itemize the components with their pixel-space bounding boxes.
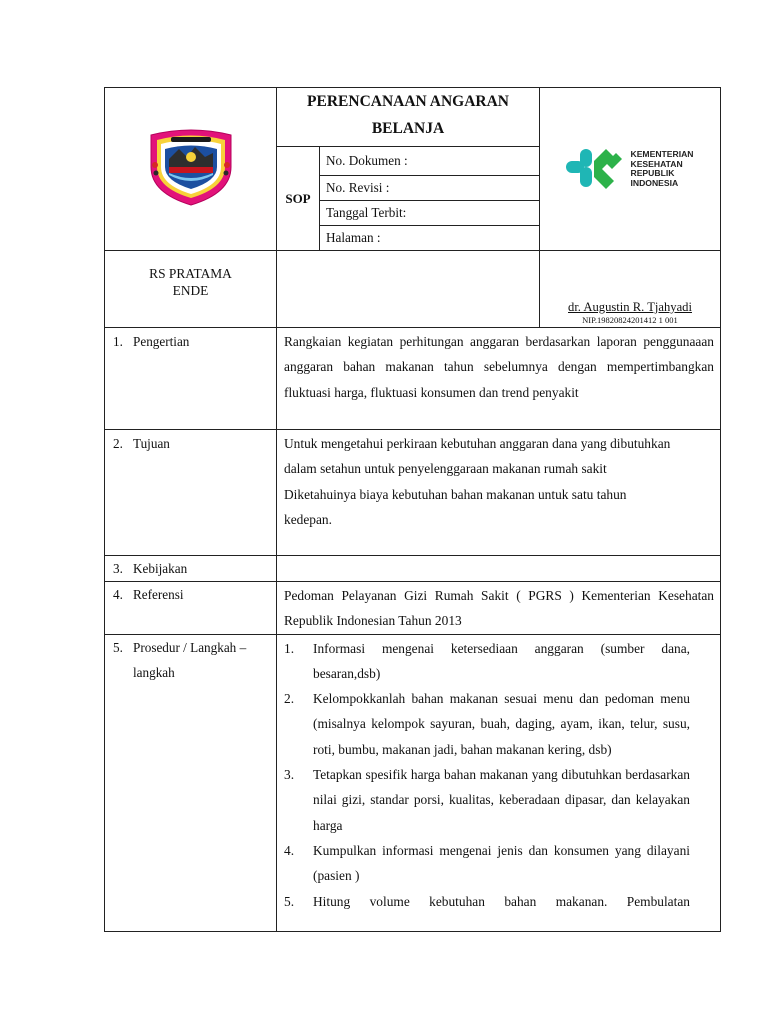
- meta-document-number: No. Dokumen :: [320, 147, 540, 176]
- kemenkes-line-1: KEMENTERIAN: [630, 149, 694, 159]
- list-item: 1. Informasi mengenai ketersediaan anggaran (sumber dana, besaran,dsb): [284, 640, 690, 681]
- section-content: [277, 556, 721, 582]
- reference-text: Pedoman Pelayanan Gizi Rumah Sakit ( PGRS ) Kementerian Kesehatan Republik Indonesian Tahun 2013: [284, 588, 714, 629]
- kemenkes-logo-icon: [566, 147, 624, 191]
- definition-text: Rangkaian kegiatan perhitungan anggaran berdasarkan laporan penggunaaan anggaran bahan makanan tahun sebelumnya dengan mempertimbangkan fluktuasi harga, fluktuasi konsumen dan trend penyakit: [284, 334, 714, 400]
- section-label: 1. Pengertian: [105, 328, 277, 430]
- list-item: 4. Kumpulkan informasi mengenai jenis dan konsumen yang dilayani (pasien ): [284, 842, 690, 884]
- kemenkes-line-3: REPUBLIK: [630, 168, 675, 178]
- section-row: [105, 556, 721, 582]
- meta-issue-date: Tanggal Terbit:: [320, 201, 540, 226]
- title-line-2: BELANJA: [371, 120, 445, 137]
- section-label: 2. Tujuan: [105, 430, 277, 556]
- kemenkes-line-2: KESEHATAN: [630, 158, 683, 169]
- document-title: [277, 88, 540, 147]
- section-label: 3. Kebijakan: [105, 556, 277, 582]
- signer-nip: NIP.19820824201412 1 001: [582, 315, 678, 325]
- list-item: 3. Tetapkan spesifik harga bahan makanan yang dibutuhkan berdasarkan nilai gizi, standar porsi, kualitas, keberadaan dipasar, dan kelayakan harga: [284, 767, 690, 833]
- section-content: [277, 582, 721, 635]
- empty-header-cell: [277, 251, 540, 328]
- regional-logo-cell: [105, 88, 277, 251]
- objective-text-1: Untuk mengetahui perkiraan kebutuhan anggaran dana yang dibutuhkan dalam setahun untuk penyelenggaraan makanan rumah sakit: [284, 436, 671, 477]
- organization-city: ENDE: [172, 283, 209, 298]
- sop-label: SOP: [277, 147, 320, 251]
- sop-table: [104, 87, 721, 932]
- regency-emblem-icon: [143, 127, 239, 207]
- list-item: 5. Hitung volume kebutuhan bahan makanan. Pembulatan: [284, 893, 690, 909]
- signer-cell: [540, 251, 721, 328]
- section-row: [105, 634, 721, 931]
- procedure-steps: [284, 636, 714, 914]
- section-content: [277, 430, 721, 556]
- organization-name: RS PRATAMA: [149, 266, 232, 281]
- meta-revision: No. Revisi :: [320, 176, 540, 201]
- section-row: [105, 430, 721, 556]
- section-content: [277, 328, 721, 430]
- section-label: 4. Referensi: [105, 582, 277, 635]
- ministry-logo-cell: [540, 88, 721, 251]
- section-row: [105, 328, 721, 430]
- list-item: 2. Kelompokkanlah bahan makanan sesuai menu dan pedoman menu (misalnya kelompok sayuran, buah, daging, ayam, ikan, telur, susu, roti, bumbu, makanan jadi, bahan makanan kering, dsb): [284, 691, 690, 757]
- section-content: [277, 634, 721, 931]
- title-line-1: PERENCANAAN ANGARAN: [307, 93, 509, 110]
- meta-page: Halaman :: [320, 226, 540, 251]
- kemenkes-line-4: INDONESIA: [630, 177, 679, 188]
- section-label: 5. Prosedur / Langkah – langkah: [105, 634, 277, 931]
- objective-text-2: Diketahuinya biaya kebutuhan bahan makanan untuk satu tahun kedepan.: [284, 486, 627, 527]
- signer-name: dr. Augustin R. Tjahyadi: [568, 300, 692, 314]
- sop-document: [104, 87, 720, 932]
- organization-cell: [105, 251, 277, 328]
- section-row: [105, 582, 721, 635]
